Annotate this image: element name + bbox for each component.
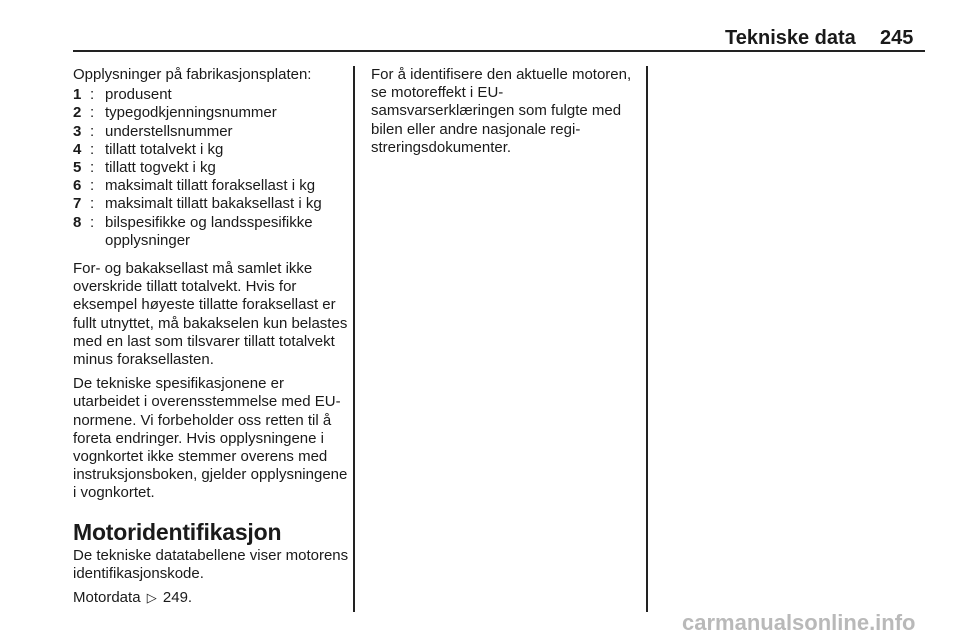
column-divider-right	[646, 66, 648, 612]
axle-load-paragraph: For- og bakaksellast må samlet ikke overskride tillatt totalvekt. Hvis for eksempel høyeste tillatte foraksellast er fullt utnyttet, må bakakselen kun belastes med en last som tilsvarer tillatt totalvekt minus foraksellasten.	[73, 260, 348, 369]
engine-identify-paragraph: For å identifisere den aktuelle motoren, se motoreffekt i EU-samsvarserklæringen som fulgte med bilen eller andre nasjonale registreringsdokumenter.	[371, 66, 632, 156]
specifications-paragraph: De tekniske spesifikasjonene er utarbeidet i overensstemmelse med EU-normene. Vi forbeholder oss retten til å foreta endringer. Hvis opplysningene i vognkortet ikke stemmer overens med instruksjonsboken, gjelder opplysningene i vognkortet.	[73, 375, 348, 502]
legend-text: produsent	[105, 86, 172, 104]
watermark-text: carmanualsonline.info	[682, 610, 916, 635]
legend-number: 4	[73, 140, 82, 158]
legend-separator: :	[90, 122, 95, 140]
engine-id-paragraph: De tekniske datatabellene viser motorens identifikasjonskode.	[73, 546, 349, 582]
plate-intro: Opplysninger på fabrikasjonsplaten:	[73, 66, 312, 83]
legend-text: tillatt totalvekt i kg	[105, 140, 224, 158]
legend-number: 6	[73, 177, 82, 195]
page-number: 245	[880, 27, 914, 49]
cross-reference-label: Motordata	[73, 589, 141, 607]
section-heading: Motoridentifikasjon	[73, 518, 282, 545]
legend-number: 7	[73, 195, 82, 213]
legend-separator: :	[90, 104, 95, 122]
legend-separator: :	[90, 140, 95, 158]
legend-number: 1	[73, 86, 82, 104]
legend-item	[73, 104, 351, 122]
legend-number: 5	[73, 159, 82, 177]
legend-number: 3	[73, 122, 82, 140]
legend-separator: :	[90, 195, 95, 213]
legend-item	[73, 141, 351, 159]
legend-text: typegodkjenningsnummer	[105, 104, 277, 122]
legend-separator: :	[90, 177, 95, 195]
legend-separator: :	[90, 159, 95, 177]
reference-arrow-icon: ▷	[146, 590, 157, 606]
legend-item	[73, 214, 351, 250]
header-rule	[73, 50, 925, 52]
left-column	[73, 66, 351, 613]
column-divider-left	[353, 66, 355, 612]
legend-text: maksimalt tillatt bakaksellast i kg	[105, 195, 322, 213]
middle-column	[371, 66, 639, 163]
legend-text: maksimalt tillatt foraksellast i kg	[105, 177, 316, 195]
legend-item	[73, 86, 351, 104]
legend-number: 8	[73, 213, 82, 231]
legend-separator: :	[90, 213, 95, 231]
legend-item	[73, 195, 351, 213]
running-header-title: Tekniske data	[725, 27, 856, 49]
legend-item	[73, 177, 351, 195]
legend-text: tillatt togvekt i kg	[105, 159, 216, 177]
legend-text: bilspesifikke og landsspesifikke opplysninger	[105, 213, 313, 249]
cross-reference-page[interactable]: 249.	[162, 589, 193, 607]
legend-number: 2	[73, 104, 82, 122]
legend-separator: :	[90, 86, 95, 104]
legend-text: understellsnummer	[105, 122, 233, 140]
cross-reference[interactable]	[73, 589, 351, 607]
legend-item	[73, 123, 351, 141]
legend-item	[73, 159, 351, 177]
plate-legend-list	[73, 86, 351, 250]
